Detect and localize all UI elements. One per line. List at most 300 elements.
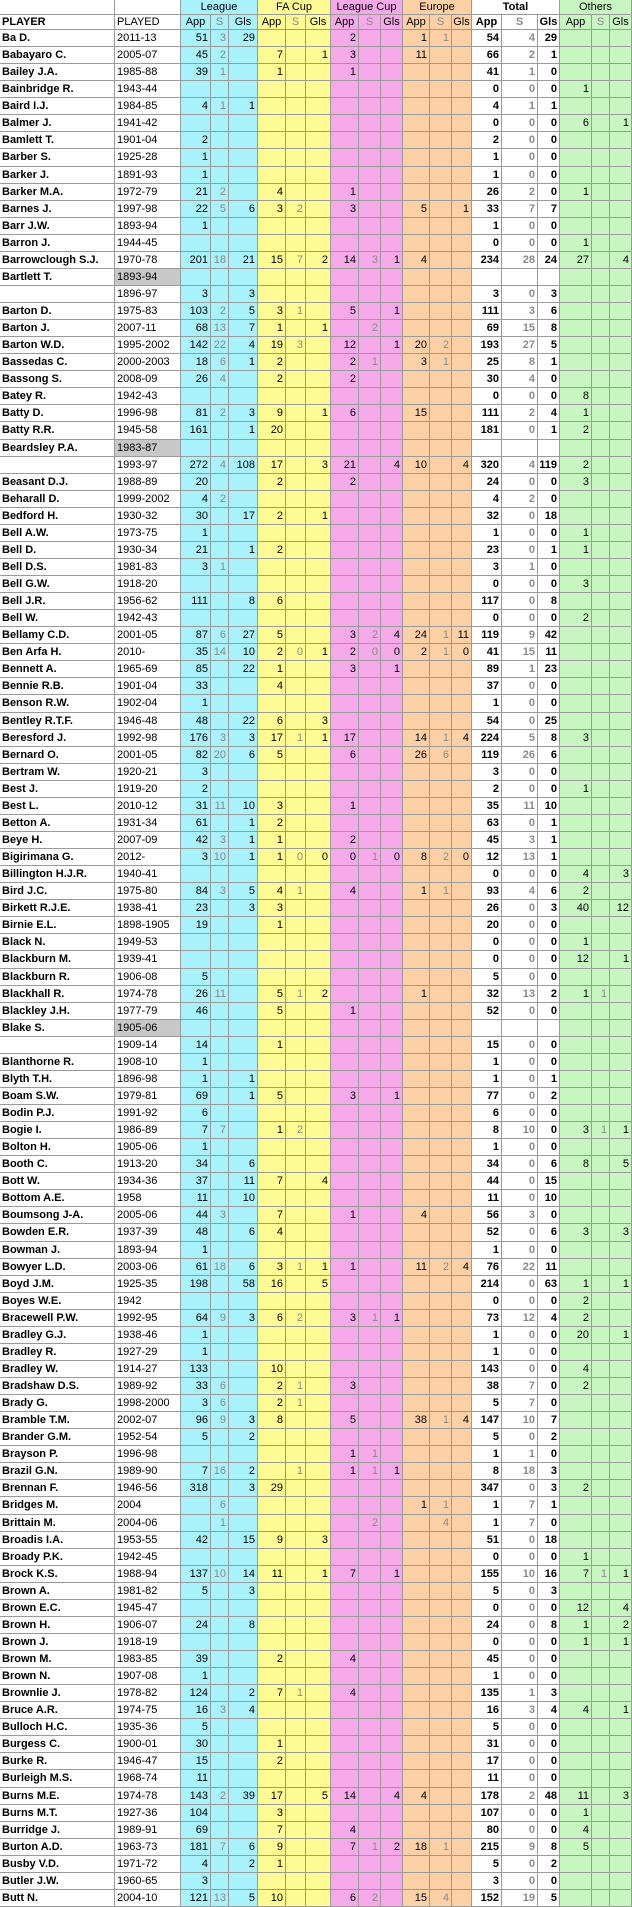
others-s — [592, 1463, 610, 1480]
total-gls: 0 — [538, 1668, 560, 1685]
league-gls: 6 — [229, 1839, 258, 1856]
played-years: 1902-04 — [115, 695, 181, 713]
league-cup-app: 1 — [331, 1446, 359, 1463]
league-cup-app — [331, 320, 359, 337]
europe-gls — [452, 337, 472, 354]
europe-s — [430, 457, 452, 474]
europe-app — [403, 610, 430, 627]
europe-s — [430, 132, 452, 149]
europe-app — [403, 1190, 430, 1207]
total-app: 4 — [472, 98, 502, 115]
fa-cup-gls — [306, 1890, 331, 1907]
fa-cup-gls: 0 — [306, 849, 331, 866]
league-gls: 6 — [229, 1224, 258, 1242]
fa-cup-gls — [306, 1361, 331, 1378]
fa-cup-gls — [306, 1037, 331, 1054]
league-cup-s — [359, 98, 381, 115]
table-row — [0, 1020, 632, 1037]
total-gls: 3 — [538, 900, 560, 917]
total-app: 1 — [472, 1497, 502, 1515]
total-gls: 24 — [538, 252, 560, 269]
league-s — [211, 1822, 229, 1839]
total-app: 93 — [472, 883, 502, 900]
others-s — [592, 1020, 610, 1037]
league-cup-s — [359, 1685, 381, 1702]
others-s — [592, 1736, 610, 1753]
league-cup-gls — [381, 1327, 403, 1344]
europe-gls — [452, 1224, 472, 1242]
table-row — [0, 371, 632, 388]
others-s — [592, 1702, 610, 1719]
europe-s: 1 — [430, 730, 452, 747]
total-app: 111 — [472, 405, 502, 422]
europe-s: 2 — [430, 849, 452, 866]
fa-cup-app — [258, 1429, 286, 1446]
europe-gls — [452, 474, 472, 491]
total-gls: 1 — [538, 98, 560, 115]
league-cup-gls — [381, 1395, 403, 1412]
europe-s — [430, 405, 452, 422]
total-app: 56 — [472, 1207, 502, 1224]
league-s: 16 — [211, 1463, 229, 1480]
total-app: 30 — [472, 371, 502, 388]
europe-s: 1 — [430, 1839, 452, 1856]
others-app — [560, 1736, 592, 1753]
player-name: Birkett R.J.E. — [0, 900, 115, 917]
others-gls: 2 — [610, 1617, 632, 1634]
europe-gls — [452, 1003, 472, 1020]
europe-app — [403, 1532, 430, 1549]
table-row — [0, 1190, 632, 1207]
league-cup-gls: 2 — [381, 1839, 403, 1856]
league-s — [211, 1173, 229, 1190]
player-name: Bell D. — [0, 542, 115, 559]
fa-cup-gls: 1 — [306, 644, 331, 661]
others-gls — [610, 337, 632, 354]
total-app: 24 — [472, 474, 502, 491]
played-years: 1983-85 — [115, 1651, 181, 1668]
europe-gls — [452, 320, 472, 337]
header-group-europe: Europe — [403, 0, 472, 15]
header-fa-cup-gls: Gls — [306, 15, 331, 30]
europe-gls — [452, 1822, 472, 1839]
league-cup-s — [359, 525, 381, 542]
others-gls — [610, 269, 632, 286]
league-cup-app — [331, 1532, 359, 1549]
others-s — [592, 1361, 610, 1378]
others-app: 3 — [560, 1224, 592, 1242]
fa-cup-app — [258, 167, 286, 184]
europe-s — [430, 286, 452, 303]
league-gls — [229, 1054, 258, 1071]
league-gls: 1 — [229, 1088, 258, 1105]
others-app — [560, 64, 592, 81]
others-app: 1 — [560, 1549, 592, 1566]
europe-s — [430, 252, 452, 269]
others-app — [560, 1207, 592, 1224]
others-gls — [610, 405, 632, 422]
fa-cup-gls — [306, 1310, 331, 1327]
europe-app — [403, 303, 430, 320]
league-app: 30 — [181, 1736, 211, 1753]
europe-s — [430, 1600, 452, 1617]
table-row — [0, 1480, 632, 1497]
fa-cup-gls: 3 — [306, 1532, 331, 1549]
league-cup-gls: 4 — [381, 1788, 403, 1805]
player-name: Bellamy C.D. — [0, 627, 115, 644]
league-cup-app — [331, 917, 359, 934]
europe-app — [403, 64, 430, 81]
league-cup-s — [359, 542, 381, 559]
league-s — [211, 1719, 229, 1736]
others-s — [592, 730, 610, 747]
europe-app: 1 — [403, 30, 430, 47]
fa-cup-app: 8 — [258, 1412, 286, 1429]
fa-cup-s — [286, 1736, 306, 1753]
fa-cup-s — [286, 832, 306, 849]
fa-cup-app: 6 — [258, 713, 286, 730]
player-name: Batty R.R. — [0, 422, 115, 440]
others-app — [560, 695, 592, 713]
fa-cup-app — [258, 235, 286, 252]
league-gls — [229, 474, 258, 491]
europe-s — [430, 1122, 452, 1139]
total-app: 1 — [472, 1327, 502, 1344]
table-row — [0, 1293, 632, 1310]
league-gls: 4 — [229, 1702, 258, 1719]
europe-app — [403, 320, 430, 337]
player-name: Bedford H. — [0, 508, 115, 525]
league-app: 3 — [181, 1873, 211, 1890]
total-s: 0 — [502, 132, 538, 149]
europe-gls — [452, 115, 472, 132]
player-name: Blackhall R. — [0, 986, 115, 1003]
player-name: Bradshaw D.S. — [0, 1378, 115, 1395]
total-gls: 48 — [538, 1788, 560, 1805]
others-app — [560, 1856, 592, 1873]
league-gls — [229, 218, 258, 235]
europe-app: 14 — [403, 730, 430, 747]
others-s — [592, 610, 610, 627]
europe-s — [430, 1276, 452, 1293]
others-s — [592, 337, 610, 354]
others-app: 1 — [560, 1276, 592, 1293]
fa-cup-gls — [306, 1378, 331, 1395]
league-cup-app — [331, 1071, 359, 1088]
league-s — [211, 781, 229, 798]
total-gls: 25 — [538, 713, 560, 730]
league-s — [211, 866, 229, 883]
europe-s — [430, 798, 452, 815]
league-cup-s — [359, 695, 381, 713]
europe-app — [403, 542, 430, 559]
table-row — [0, 610, 632, 627]
player-name: Bradley R. — [0, 1344, 115, 1361]
europe-gls — [452, 1071, 472, 1088]
others-s — [592, 98, 610, 115]
europe-app: 20 — [403, 337, 430, 354]
player-name: Balmer J. — [0, 115, 115, 132]
total-app: 26 — [472, 900, 502, 917]
others-gls — [610, 320, 632, 337]
europe-gls — [452, 1702, 472, 1719]
league-s: 5 — [211, 201, 229, 218]
league-s — [211, 269, 229, 286]
league-gls — [229, 610, 258, 627]
total-gls: 0 — [538, 678, 560, 695]
others-s — [592, 832, 610, 849]
player-name: Beharall D. — [0, 491, 115, 508]
played-years: 1993-97 — [115, 457, 181, 474]
others-app — [560, 1532, 592, 1549]
league-cup-gls — [381, 1344, 403, 1361]
league-s: 3 — [211, 730, 229, 747]
others-gls — [610, 508, 632, 525]
league-cup-s — [359, 1549, 381, 1566]
league-app: 198 — [181, 1276, 211, 1293]
league-cup-gls — [381, 184, 403, 201]
played-years: 2007-11 — [115, 320, 181, 337]
league-cup-gls — [381, 747, 403, 764]
others-app — [560, 1395, 592, 1412]
europe-app: 18 — [403, 1839, 430, 1856]
total-app: 52 — [472, 1224, 502, 1242]
europe-s — [430, 781, 452, 798]
league-gls — [229, 1805, 258, 1822]
league-cup-gls — [381, 1719, 403, 1736]
others-gls — [610, 610, 632, 627]
played-years: 1942-45 — [115, 1549, 181, 1566]
total-s: 0 — [502, 508, 538, 525]
fa-cup-app: 7 — [258, 1173, 286, 1190]
others-s: 1 — [592, 1566, 610, 1583]
others-gls — [610, 167, 632, 184]
table-row — [0, 1719, 632, 1736]
fa-cup-app — [258, 1617, 286, 1634]
league-app — [181, 1634, 211, 1651]
league-gls — [229, 525, 258, 542]
others-s — [592, 695, 610, 713]
europe-app: 4 — [403, 252, 430, 269]
total-s: 0 — [502, 781, 538, 798]
others-s — [592, 764, 610, 781]
fa-cup-s: 1 — [286, 1395, 306, 1412]
others-app: 4 — [560, 1361, 592, 1378]
table-row — [0, 1668, 632, 1685]
europe-app — [403, 474, 430, 491]
played-years: 1927-29 — [115, 1344, 181, 1361]
europe-app — [403, 1105, 430, 1122]
fa-cup-s — [286, 1805, 306, 1822]
total-s: 0 — [502, 1327, 538, 1344]
fa-cup-gls — [306, 1497, 331, 1515]
others-s — [592, 1276, 610, 1293]
fa-cup-gls — [306, 1122, 331, 1139]
total-app: 20 — [472, 917, 502, 934]
player-name: Barnes J. — [0, 201, 115, 218]
europe-gls — [452, 1532, 472, 1549]
europe-s — [430, 1293, 452, 1310]
league-app: 3 — [181, 1395, 211, 1412]
league-cup-s — [359, 1805, 381, 1822]
others-app — [560, 1719, 592, 1736]
header-group-league: League — [181, 0, 258, 15]
league-app: 6 — [181, 1105, 211, 1122]
others-s — [592, 1224, 610, 1242]
europe-app — [403, 1719, 430, 1736]
table-row — [0, 1446, 632, 1463]
others-gls — [610, 559, 632, 576]
europe-gls — [452, 1242, 472, 1259]
league-cup-s: 1 — [359, 1839, 381, 1856]
others-app: 8 — [560, 388, 592, 405]
fa-cup-app — [258, 132, 286, 149]
total-s: 0 — [502, 218, 538, 235]
others-app — [560, 1497, 592, 1515]
league-app: 201 — [181, 252, 211, 269]
others-s: 1 — [592, 1122, 610, 1139]
europe-s — [430, 1088, 452, 1105]
others-s — [592, 422, 610, 440]
league-cup-gls — [381, 440, 403, 457]
others-app: 3 — [560, 730, 592, 747]
player-name: Babayaro C. — [0, 47, 115, 64]
league-s — [211, 1344, 229, 1361]
league-cup-s — [359, 764, 381, 781]
europe-app — [403, 1293, 430, 1310]
total-app: 1 — [472, 1446, 502, 1463]
fa-cup-app: 2 — [258, 1378, 286, 1395]
fa-cup-s: 1 — [286, 730, 306, 747]
league-gls: 17 — [229, 508, 258, 525]
total-s — [502, 440, 538, 457]
total-gls: 0 — [538, 576, 560, 593]
league-s: 6 — [211, 1378, 229, 1395]
fa-cup-s — [286, 320, 306, 337]
league-cup-app: 6 — [331, 1890, 359, 1907]
others-s — [592, 64, 610, 81]
fa-cup-gls — [306, 1224, 331, 1242]
played-years: 1992-98 — [115, 730, 181, 747]
league-cup-app — [331, 1856, 359, 1873]
league-gls: 3 — [229, 1412, 258, 1429]
league-gls — [229, 969, 258, 986]
played-years: 1956-62 — [115, 593, 181, 610]
league-s: 14 — [211, 644, 229, 661]
total-app: 111 — [472, 303, 502, 320]
others-gls — [610, 1429, 632, 1446]
player-name: Bell D.S. — [0, 559, 115, 576]
total-s: 0 — [502, 1276, 538, 1293]
europe-gls — [452, 678, 472, 695]
league-cup-app — [331, 1037, 359, 1054]
europe-s: 1 — [430, 627, 452, 644]
europe-s — [430, 1566, 452, 1583]
others-app — [560, 303, 592, 320]
played-years: 1941-42 — [115, 115, 181, 132]
europe-s — [430, 1344, 452, 1361]
league-cup-app — [331, 1139, 359, 1156]
fa-cup-s: 1 — [286, 986, 306, 1003]
player-name: Brown E.C. — [0, 1600, 115, 1617]
league-cup-gls — [381, 1207, 403, 1224]
league-cup-app: 6 — [331, 405, 359, 422]
others-app — [560, 218, 592, 235]
played-years: 1937-39 — [115, 1224, 181, 1242]
others-app: 1 — [560, 1805, 592, 1822]
player-name: Bailey J.A. — [0, 64, 115, 81]
table-row — [0, 1395, 632, 1412]
europe-s — [430, 98, 452, 115]
fa-cup-gls: 5 — [306, 1276, 331, 1293]
others-s — [592, 1293, 610, 1310]
europe-app — [403, 832, 430, 849]
others-gls — [610, 184, 632, 201]
others-s — [592, 474, 610, 491]
europe-s — [430, 64, 452, 81]
league-cup-gls — [381, 1071, 403, 1088]
header-player: PLAYER — [0, 15, 115, 30]
total-gls: 7 — [538, 201, 560, 218]
europe-gls — [452, 1463, 472, 1480]
europe-gls — [452, 798, 472, 815]
europe-app — [403, 1054, 430, 1071]
table-row — [0, 986, 632, 1003]
table-row — [0, 1532, 632, 1549]
europe-gls — [452, 1446, 472, 1463]
player-name — [0, 457, 115, 474]
league-s: 3 — [211, 1207, 229, 1224]
others-gls — [610, 149, 632, 167]
player-name: Bradley W. — [0, 1361, 115, 1378]
league-cup-s — [359, 1020, 381, 1037]
europe-app — [403, 167, 430, 184]
league-cup-s — [359, 900, 381, 917]
total-app: 0 — [472, 1549, 502, 1566]
league-cup-gls: 4 — [381, 627, 403, 644]
total-app: 16 — [472, 1702, 502, 1719]
others-app: 4 — [560, 866, 592, 883]
total-gls: 0 — [538, 132, 560, 149]
league-gls — [229, 1753, 258, 1770]
europe-gls — [452, 951, 472, 969]
fa-cup-s — [286, 678, 306, 695]
others-gls — [610, 1293, 632, 1310]
table-row — [0, 969, 632, 986]
fa-cup-app — [258, 388, 286, 405]
league-cup-app — [331, 593, 359, 610]
others-s — [592, 1003, 610, 1020]
europe-app — [403, 900, 430, 917]
total-s: 7 — [502, 1497, 538, 1515]
league-app — [181, 951, 211, 969]
fa-cup-app: 9 — [258, 405, 286, 422]
league-gls: 22 — [229, 713, 258, 730]
league-s — [211, 81, 229, 98]
played-years: 1896-97 — [115, 286, 181, 303]
total-app — [472, 269, 502, 286]
fa-cup-app: 2 — [258, 1651, 286, 1668]
fa-cup-s — [286, 1515, 306, 1532]
table-row — [0, 866, 632, 883]
table-row — [0, 440, 632, 457]
fa-cup-app: 2 — [258, 542, 286, 559]
table-row — [0, 1463, 632, 1480]
table-row — [0, 1412, 632, 1429]
fa-cup-app: 3 — [258, 201, 286, 218]
league-cup-gls — [381, 1276, 403, 1293]
played-years: 1985-88 — [115, 64, 181, 81]
